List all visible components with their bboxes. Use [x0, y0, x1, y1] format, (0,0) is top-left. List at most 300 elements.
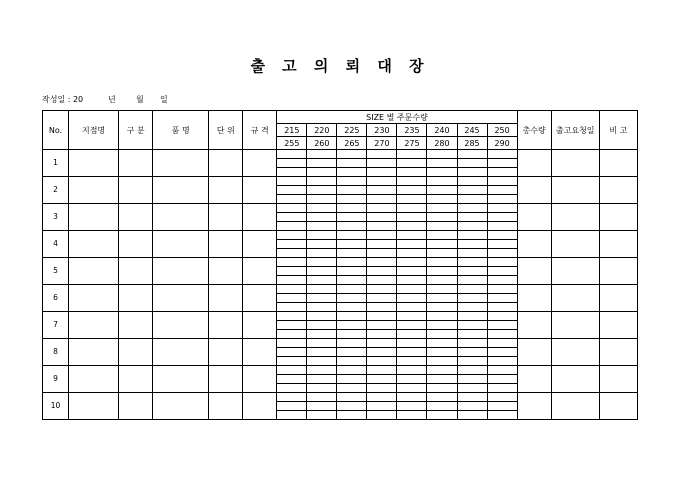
size-qty-cell[interactable]: [277, 366, 307, 375]
request-date-cell[interactable]: [551, 177, 599, 204]
request-date-cell[interactable]: [551, 393, 599, 420]
size-qty-cell[interactable]: [427, 366, 457, 375]
size-qty-cell[interactable]: [397, 339, 427, 348]
size-qty-cell[interactable]: [457, 339, 487, 348]
item-cell[interactable]: [153, 150, 209, 177]
size-qty-cell[interactable]: [427, 240, 457, 249]
size-qty-cell[interactable]: [277, 357, 307, 366]
request-date-cell[interactable]: [551, 258, 599, 285]
size-qty-cell[interactable]: [277, 321, 307, 330]
size-qty-cell[interactable]: [277, 258, 307, 267]
size-qty-cell[interactable]: [337, 213, 367, 222]
size-qty-cell[interactable]: [457, 240, 487, 249]
size-qty-cell[interactable]: [397, 258, 427, 267]
size-qty-cell[interactable]: [427, 330, 457, 339]
request-date-cell[interactable]: [551, 204, 599, 231]
size-qty-cell[interactable]: [337, 402, 367, 411]
size-qty-cell[interactable]: [457, 294, 487, 303]
size-qty-cell[interactable]: [337, 321, 367, 330]
size-qty-cell[interactable]: [427, 402, 457, 411]
size-qty-cell[interactable]: [277, 303, 307, 312]
total-cell[interactable]: [517, 231, 551, 258]
size-qty-cell[interactable]: [307, 348, 337, 357]
size-qty-cell[interactable]: [337, 384, 367, 393]
unit-cell[interactable]: [209, 177, 243, 204]
size-qty-cell[interactable]: [277, 231, 307, 240]
size-qty-cell[interactable]: [367, 213, 397, 222]
size-qty-cell[interactable]: [337, 231, 367, 240]
size-qty-cell[interactable]: [277, 312, 307, 321]
size-qty-cell[interactable]: [487, 258, 517, 267]
size-qty-cell[interactable]: [397, 411, 427, 420]
size-qty-cell[interactable]: [427, 321, 457, 330]
unit-cell[interactable]: [209, 312, 243, 339]
size-qty-cell[interactable]: [457, 213, 487, 222]
branch-cell[interactable]: [69, 312, 119, 339]
total-cell[interactable]: [517, 366, 551, 393]
size-qty-cell[interactable]: [397, 357, 427, 366]
size-qty-cell[interactable]: [367, 294, 397, 303]
category-cell[interactable]: [119, 150, 153, 177]
branch-cell[interactable]: [69, 285, 119, 312]
size-qty-cell[interactable]: [337, 294, 367, 303]
size-qty-cell[interactable]: [487, 204, 517, 213]
total-cell[interactable]: [517, 339, 551, 366]
total-cell[interactable]: [517, 204, 551, 231]
item-cell[interactable]: [153, 177, 209, 204]
size-qty-cell[interactable]: [397, 402, 427, 411]
size-qty-cell[interactable]: [277, 285, 307, 294]
total-cell[interactable]: [517, 150, 551, 177]
size-qty-cell[interactable]: [277, 213, 307, 222]
category-cell[interactable]: [119, 177, 153, 204]
size-qty-cell[interactable]: [457, 177, 487, 186]
size-qty-cell[interactable]: [307, 366, 337, 375]
request-date-cell[interactable]: [551, 366, 599, 393]
spec-cell[interactable]: [243, 312, 277, 339]
size-qty-cell[interactable]: [337, 159, 367, 168]
size-qty-cell[interactable]: [307, 240, 337, 249]
size-qty-cell[interactable]: [397, 303, 427, 312]
size-qty-cell[interactable]: [457, 375, 487, 384]
remark-cell[interactable]: [599, 339, 637, 366]
total-cell[interactable]: [517, 285, 551, 312]
size-qty-cell[interactable]: [487, 231, 517, 240]
size-qty-cell[interactable]: [397, 249, 427, 258]
item-cell[interactable]: [153, 366, 209, 393]
size-qty-cell[interactable]: [397, 348, 427, 357]
size-qty-cell[interactable]: [457, 186, 487, 195]
item-cell[interactable]: [153, 312, 209, 339]
size-qty-cell[interactable]: [367, 402, 397, 411]
size-qty-cell[interactable]: [427, 312, 457, 321]
size-qty-cell[interactable]: [367, 231, 397, 240]
size-qty-cell[interactable]: [487, 384, 517, 393]
branch-cell[interactable]: [69, 177, 119, 204]
branch-cell[interactable]: [69, 393, 119, 420]
category-cell[interactable]: [119, 258, 153, 285]
size-qty-cell[interactable]: [367, 285, 397, 294]
spec-cell[interactable]: [243, 204, 277, 231]
size-qty-cell[interactable]: [457, 411, 487, 420]
spec-cell[interactable]: [243, 258, 277, 285]
size-qty-cell[interactable]: [487, 168, 517, 177]
category-cell[interactable]: [119, 366, 153, 393]
size-qty-cell[interactable]: [337, 267, 367, 276]
size-qty-cell[interactable]: [277, 249, 307, 258]
size-qty-cell[interactable]: [487, 177, 517, 186]
size-qty-cell[interactable]: [487, 357, 517, 366]
item-cell[interactable]: [153, 339, 209, 366]
size-qty-cell[interactable]: [337, 222, 367, 231]
size-qty-cell[interactable]: [367, 384, 397, 393]
size-qty-cell[interactable]: [337, 168, 367, 177]
size-qty-cell[interactable]: [427, 186, 457, 195]
unit-cell[interactable]: [209, 285, 243, 312]
size-qty-cell[interactable]: [487, 222, 517, 231]
size-qty-cell[interactable]: [397, 285, 427, 294]
size-qty-cell[interactable]: [397, 231, 427, 240]
size-qty-cell[interactable]: [427, 411, 457, 420]
size-qty-cell[interactable]: [427, 348, 457, 357]
size-qty-cell[interactable]: [487, 213, 517, 222]
size-qty-cell[interactable]: [307, 285, 337, 294]
size-qty-cell[interactable]: [307, 267, 337, 276]
size-qty-cell[interactable]: [337, 177, 367, 186]
size-qty-cell[interactable]: [337, 357, 367, 366]
size-qty-cell[interactable]: [307, 321, 337, 330]
size-qty-cell[interactable]: [307, 195, 337, 204]
item-cell[interactable]: [153, 393, 209, 420]
size-qty-cell[interactable]: [337, 366, 367, 375]
size-qty-cell[interactable]: [457, 258, 487, 267]
size-qty-cell[interactable]: [427, 177, 457, 186]
size-qty-cell[interactable]: [337, 240, 367, 249]
unit-cell[interactable]: [209, 393, 243, 420]
size-qty-cell[interactable]: [397, 240, 427, 249]
size-qty-cell[interactable]: [397, 393, 427, 402]
total-cell[interactable]: [517, 258, 551, 285]
branch-cell[interactable]: [69, 258, 119, 285]
request-date-cell[interactable]: [551, 285, 599, 312]
unit-cell[interactable]: [209, 204, 243, 231]
size-qty-cell[interactable]: [367, 258, 397, 267]
size-qty-cell[interactable]: [307, 339, 337, 348]
size-qty-cell[interactable]: [337, 204, 367, 213]
size-qty-cell[interactable]: [367, 330, 397, 339]
size-qty-cell[interactable]: [487, 285, 517, 294]
size-qty-cell[interactable]: [367, 249, 397, 258]
size-qty-cell[interactable]: [397, 294, 427, 303]
size-qty-cell[interactable]: [427, 303, 457, 312]
size-qty-cell[interactable]: [397, 384, 427, 393]
category-cell[interactable]: [119, 339, 153, 366]
item-cell[interactable]: [153, 204, 209, 231]
size-qty-cell[interactable]: [367, 339, 397, 348]
size-qty-cell[interactable]: [487, 393, 517, 402]
category-cell[interactable]: [119, 285, 153, 312]
item-cell[interactable]: [153, 258, 209, 285]
request-date-cell[interactable]: [551, 339, 599, 366]
size-qty-cell[interactable]: [337, 393, 367, 402]
size-qty-cell[interactable]: [397, 213, 427, 222]
size-qty-cell[interactable]: [337, 285, 367, 294]
branch-cell[interactable]: [69, 150, 119, 177]
size-qty-cell[interactable]: [457, 267, 487, 276]
spec-cell[interactable]: [243, 339, 277, 366]
branch-cell[interactable]: [69, 204, 119, 231]
size-qty-cell[interactable]: [367, 357, 397, 366]
size-qty-cell[interactable]: [397, 267, 427, 276]
size-qty-cell[interactable]: [427, 195, 457, 204]
size-qty-cell[interactable]: [457, 195, 487, 204]
size-qty-cell[interactable]: [277, 150, 307, 159]
size-qty-cell[interactable]: [277, 159, 307, 168]
size-qty-cell[interactable]: [457, 276, 487, 285]
size-qty-cell[interactable]: [307, 357, 337, 366]
size-qty-cell[interactable]: [427, 393, 457, 402]
size-qty-cell[interactable]: [307, 231, 337, 240]
size-qty-cell[interactable]: [457, 159, 487, 168]
size-qty-cell[interactable]: [307, 330, 337, 339]
size-qty-cell[interactable]: [487, 339, 517, 348]
size-qty-cell[interactable]: [367, 411, 397, 420]
size-qty-cell[interactable]: [307, 150, 337, 159]
size-qty-cell[interactable]: [277, 330, 307, 339]
size-qty-cell[interactable]: [427, 384, 457, 393]
size-qty-cell[interactable]: [367, 303, 397, 312]
size-qty-cell[interactable]: [397, 177, 427, 186]
size-qty-cell[interactable]: [277, 240, 307, 249]
size-qty-cell[interactable]: [307, 312, 337, 321]
size-qty-cell[interactable]: [427, 267, 457, 276]
size-qty-cell[interactable]: [367, 240, 397, 249]
size-qty-cell[interactable]: [307, 303, 337, 312]
size-qty-cell[interactable]: [427, 213, 457, 222]
size-qty-cell[interactable]: [307, 186, 337, 195]
size-qty-cell[interactable]: [427, 222, 457, 231]
branch-cell[interactable]: [69, 339, 119, 366]
size-qty-cell[interactable]: [277, 411, 307, 420]
remark-cell[interactable]: [599, 312, 637, 339]
size-qty-cell[interactable]: [457, 150, 487, 159]
size-qty-cell[interactable]: [457, 330, 487, 339]
remark-cell[interactable]: [599, 393, 637, 420]
size-qty-cell[interactable]: [397, 321, 427, 330]
size-qty-cell[interactable]: [367, 366, 397, 375]
unit-cell[interactable]: [209, 150, 243, 177]
size-qty-cell[interactable]: [307, 258, 337, 267]
size-qty-cell[interactable]: [457, 357, 487, 366]
size-qty-cell[interactable]: [397, 159, 427, 168]
size-qty-cell[interactable]: [487, 303, 517, 312]
size-qty-cell[interactable]: [427, 231, 457, 240]
size-qty-cell[interactable]: [307, 249, 337, 258]
size-qty-cell[interactable]: [367, 159, 397, 168]
size-qty-cell[interactable]: [457, 231, 487, 240]
remark-cell[interactable]: [599, 150, 637, 177]
remark-cell[interactable]: [599, 366, 637, 393]
size-qty-cell[interactable]: [397, 276, 427, 285]
size-qty-cell[interactable]: [307, 294, 337, 303]
size-qty-cell[interactable]: [277, 348, 307, 357]
size-qty-cell[interactable]: [307, 177, 337, 186]
size-qty-cell[interactable]: [307, 213, 337, 222]
category-cell[interactable]: [119, 231, 153, 258]
size-qty-cell[interactable]: [427, 357, 457, 366]
item-cell[interactable]: [153, 285, 209, 312]
size-qty-cell[interactable]: [307, 222, 337, 231]
size-qty-cell[interactable]: [277, 222, 307, 231]
size-qty-cell[interactable]: [427, 249, 457, 258]
spec-cell[interactable]: [243, 393, 277, 420]
request-date-cell[interactable]: [551, 231, 599, 258]
size-qty-cell[interactable]: [427, 204, 457, 213]
size-qty-cell[interactable]: [457, 348, 487, 357]
size-qty-cell[interactable]: [487, 402, 517, 411]
size-qty-cell[interactable]: [487, 375, 517, 384]
spec-cell[interactable]: [243, 150, 277, 177]
size-qty-cell[interactable]: [487, 330, 517, 339]
remark-cell[interactable]: [599, 285, 637, 312]
size-qty-cell[interactable]: [367, 222, 397, 231]
size-qty-cell[interactable]: [367, 375, 397, 384]
size-qty-cell[interactable]: [397, 375, 427, 384]
size-qty-cell[interactable]: [397, 168, 427, 177]
size-qty-cell[interactable]: [457, 366, 487, 375]
size-qty-cell[interactable]: [397, 366, 427, 375]
size-qty-cell[interactable]: [457, 402, 487, 411]
size-qty-cell[interactable]: [307, 276, 337, 285]
request-date-cell[interactable]: [551, 150, 599, 177]
unit-cell[interactable]: [209, 366, 243, 393]
size-qty-cell[interactable]: [277, 339, 307, 348]
size-qty-cell[interactable]: [427, 285, 457, 294]
size-qty-cell[interactable]: [487, 159, 517, 168]
size-qty-cell[interactable]: [277, 294, 307, 303]
category-cell[interactable]: [119, 312, 153, 339]
size-qty-cell[interactable]: [487, 267, 517, 276]
size-qty-cell[interactable]: [307, 384, 337, 393]
total-cell[interactable]: [517, 393, 551, 420]
size-qty-cell[interactable]: [427, 339, 457, 348]
size-qty-cell[interactable]: [277, 177, 307, 186]
size-qty-cell[interactable]: [427, 294, 457, 303]
total-cell[interactable]: [517, 177, 551, 204]
size-qty-cell[interactable]: [487, 240, 517, 249]
branch-cell[interactable]: [69, 231, 119, 258]
size-qty-cell[interactable]: [367, 276, 397, 285]
size-qty-cell[interactable]: [307, 411, 337, 420]
size-qty-cell[interactable]: [397, 186, 427, 195]
size-qty-cell[interactable]: [277, 375, 307, 384]
size-qty-cell[interactable]: [277, 186, 307, 195]
size-qty-cell[interactable]: [277, 195, 307, 204]
size-qty-cell[interactable]: [487, 294, 517, 303]
size-qty-cell[interactable]: [487, 411, 517, 420]
size-qty-cell[interactable]: [337, 348, 367, 357]
size-qty-cell[interactable]: [487, 195, 517, 204]
size-qty-cell[interactable]: [487, 321, 517, 330]
total-cell[interactable]: [517, 312, 551, 339]
size-qty-cell[interactable]: [367, 393, 397, 402]
size-qty-cell[interactable]: [367, 348, 397, 357]
size-qty-cell[interactable]: [457, 204, 487, 213]
size-qty-cell[interactable]: [307, 393, 337, 402]
size-qty-cell[interactable]: [367, 312, 397, 321]
size-qty-cell[interactable]: [367, 186, 397, 195]
size-qty-cell[interactable]: [307, 168, 337, 177]
branch-cell[interactable]: [69, 366, 119, 393]
size-qty-cell[interactable]: [367, 204, 397, 213]
size-qty-cell[interactable]: [277, 393, 307, 402]
size-qty-cell[interactable]: [367, 168, 397, 177]
size-qty-cell[interactable]: [367, 267, 397, 276]
size-qty-cell[interactable]: [457, 312, 487, 321]
unit-cell[interactable]: [209, 339, 243, 366]
size-qty-cell[interactable]: [457, 384, 487, 393]
size-qty-cell[interactable]: [487, 276, 517, 285]
request-date-cell[interactable]: [551, 312, 599, 339]
size-qty-cell[interactable]: [367, 150, 397, 159]
size-qty-cell[interactable]: [397, 330, 427, 339]
size-qty-cell[interactable]: [457, 168, 487, 177]
size-qty-cell[interactable]: [367, 321, 397, 330]
size-qty-cell[interactable]: [277, 168, 307, 177]
size-qty-cell[interactable]: [307, 375, 337, 384]
category-cell[interactable]: [119, 204, 153, 231]
size-qty-cell[interactable]: [457, 321, 487, 330]
category-cell[interactable]: [119, 393, 153, 420]
size-qty-cell[interactable]: [337, 312, 367, 321]
remark-cell[interactable]: [599, 258, 637, 285]
size-qty-cell[interactable]: [277, 204, 307, 213]
unit-cell[interactable]: [209, 231, 243, 258]
size-qty-cell[interactable]: [337, 411, 367, 420]
size-qty-cell[interactable]: [277, 276, 307, 285]
size-qty-cell[interactable]: [427, 159, 457, 168]
item-cell[interactable]: [153, 231, 209, 258]
size-qty-cell[interactable]: [337, 330, 367, 339]
size-qty-cell[interactable]: [277, 267, 307, 276]
size-qty-cell[interactable]: [277, 402, 307, 411]
size-qty-cell[interactable]: [367, 195, 397, 204]
size-qty-cell[interactable]: [337, 249, 367, 258]
size-qty-cell[interactable]: [397, 195, 427, 204]
size-qty-cell[interactable]: [307, 204, 337, 213]
size-qty-cell[interactable]: [307, 159, 337, 168]
size-qty-cell[interactable]: [457, 222, 487, 231]
size-qty-cell[interactable]: [307, 402, 337, 411]
remark-cell[interactable]: [599, 231, 637, 258]
size-qty-cell[interactable]: [457, 285, 487, 294]
size-qty-cell[interactable]: [367, 177, 397, 186]
size-qty-cell[interactable]: [487, 249, 517, 258]
unit-cell[interactable]: [209, 258, 243, 285]
size-qty-cell[interactable]: [277, 384, 307, 393]
spec-cell[interactable]: [243, 285, 277, 312]
spec-cell[interactable]: [243, 231, 277, 258]
size-qty-cell[interactable]: [337, 195, 367, 204]
remark-cell[interactable]: [599, 204, 637, 231]
size-qty-cell[interactable]: [427, 168, 457, 177]
size-qty-cell[interactable]: [427, 258, 457, 267]
size-qty-cell[interactable]: [397, 312, 427, 321]
size-qty-cell[interactable]: [337, 339, 367, 348]
size-qty-cell[interactable]: [337, 375, 367, 384]
size-qty-cell[interactable]: [397, 222, 427, 231]
size-qty-cell[interactable]: [337, 258, 367, 267]
